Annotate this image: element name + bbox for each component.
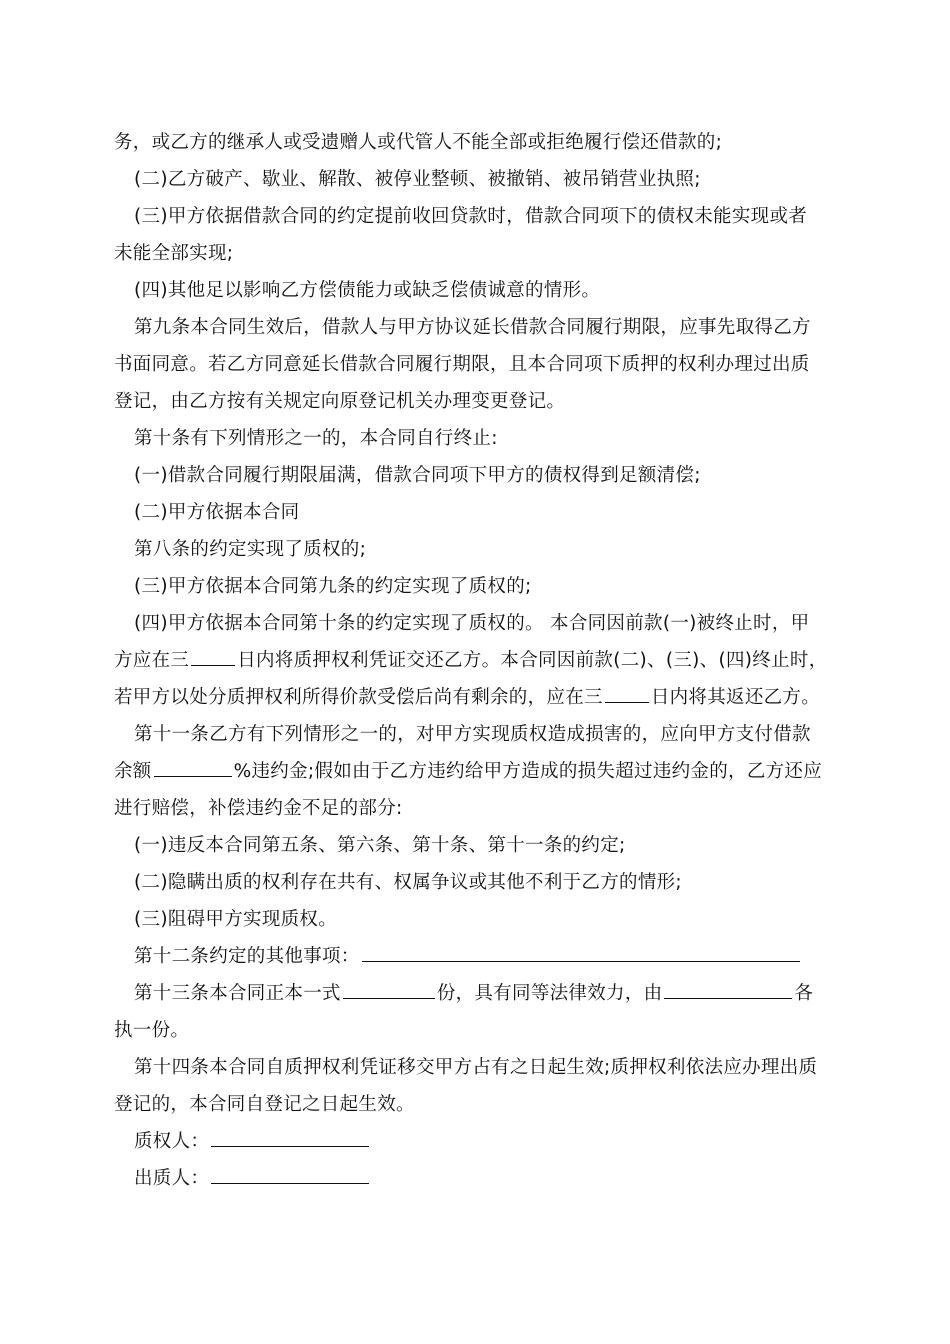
article-9-line2: 书面同意。若乙方同意延长借款合同履行期限，且本合同项下质押的权利办理过出质 <box>114 354 810 375</box>
text-segment: 日内将质押权利凭证交还乙方。本合同因前款(二)、(三)、(四)终止时， <box>237 650 828 671</box>
clause-4: (四)其他足以影响乙方偿债能力或缺乏偿债诚意的情形。 <box>134 280 601 301</box>
text-segment: 日内将其返还乙方。 <box>650 687 821 708</box>
fill-blank-copies[interactable] <box>343 979 435 999</box>
text-segment: 第十三条本合同正本一式 <box>134 983 341 1004</box>
article-11-item-2: (二)隐瞒出质的权利存在共有、权属争议或其他不利于乙方的情形; <box>134 872 682 893</box>
article-11-item-3: (三)阻碍甲方实现质权。 <box>134 909 338 930</box>
pledgor-signature <box>114 1160 842 1197</box>
fill-blank-other-matters[interactable] <box>362 942 800 962</box>
article-10-item-4-line2 <box>114 642 842 679</box>
fill-blank-holders[interactable] <box>664 979 792 999</box>
article-9-line3: 登记，由乙方按有关规定向原登记机关办理变更登记。 <box>114 391 566 412</box>
clause-3-line2: 未能全部实现; <box>114 243 234 264</box>
text-segment: 余额 <box>114 761 152 782</box>
text-segment: 第十二条约定的其他事项： <box>134 946 360 967</box>
paragraph-line: 务，或乙方的继承人或受遗赠人或代管人不能全部或拒绝履行偿还借款的; <box>114 132 723 153</box>
fill-blank-days[interactable] <box>191 646 235 666</box>
article-10-item-3: (三)甲方依据本合同第九条的约定实现了质权的; <box>134 576 532 597</box>
article-14-line1: 第十四条本合同自质押权利凭证移交甲方占有之日起生效;质押权利依法应办理出质 <box>134 1057 818 1078</box>
text-segment: %违约金;假如由于乙方违约给甲方造成的损失超过违约金的，乙方还应 <box>233 761 823 782</box>
article-10-item-2: (二)甲方依据本合同 <box>134 502 300 523</box>
pledgee-label: 质权人： <box>134 1131 210 1152</box>
article-12 <box>114 938 842 975</box>
article-10: 第十条有下列情形之一的，本合同自行终止: <box>134 428 498 449</box>
article-10-item-2b: 第八条的约定实现了质权的; <box>134 539 367 560</box>
article-13-line2: 执一份。 <box>114 1020 190 1041</box>
clause-3-line1: (三)甲方依据借款合同的约定提前收回贷款时，借款合同项下的债权未能实现或者 <box>134 206 808 227</box>
text-segment: 各 <box>794 983 814 1004</box>
clause-2: (二)乙方破产、歇业、解散、被停业整顿、被撤销、被吊销营业执照; <box>134 169 701 190</box>
fill-blank-percentage[interactable] <box>154 757 232 777</box>
pledgor-signature-blank[interactable] <box>211 1164 369 1184</box>
article-9-line1: 第九条本合同生效后，借款人与甲方协议延长借款合同履行期限，应事先取得乙方 <box>134 317 811 338</box>
text-segment: 方应在三 <box>114 650 190 671</box>
text-segment: 份，具有同等法律效力，由 <box>436 983 663 1004</box>
article-11-item-1: (一)违反本合同第五条、第六条、第十条、第十一条的约定; <box>134 835 626 856</box>
article-13-line1 <box>114 975 842 1012</box>
article-14-line2: 登记的，本合同自登记之日起生效。 <box>114 1094 415 1115</box>
article-10-item-4-line1: (四)甲方依据本合同第十条的约定实现了质权的。 本合同因前款(一)被终止时，甲 <box>134 613 810 634</box>
fill-blank-days[interactable] <box>605 683 649 703</box>
pledgee-signature <box>114 1123 842 1160</box>
pledgor-label: 出质人： <box>134 1168 210 1189</box>
article-11-line2 <box>114 753 842 790</box>
pledgee-signature-blank[interactable] <box>211 1127 369 1147</box>
article-10-item-4-line3 <box>114 679 842 716</box>
article-10-item-1: (一)借款合同履行期限届满，借款合同项下甲方的债权得到足额清偿; <box>134 465 701 486</box>
text-segment: 若甲方以处分质押权利所得价款受偿后尚有剩余的，应在三 <box>114 687 603 708</box>
article-11-line1: 第十一条乙方有下列情形之一的，对甲方实现质权造成损害的，应向甲方支付借款 <box>134 724 811 745</box>
article-11-line3: 进行赔偿，补偿违约金不足的部分: <box>114 798 403 819</box>
